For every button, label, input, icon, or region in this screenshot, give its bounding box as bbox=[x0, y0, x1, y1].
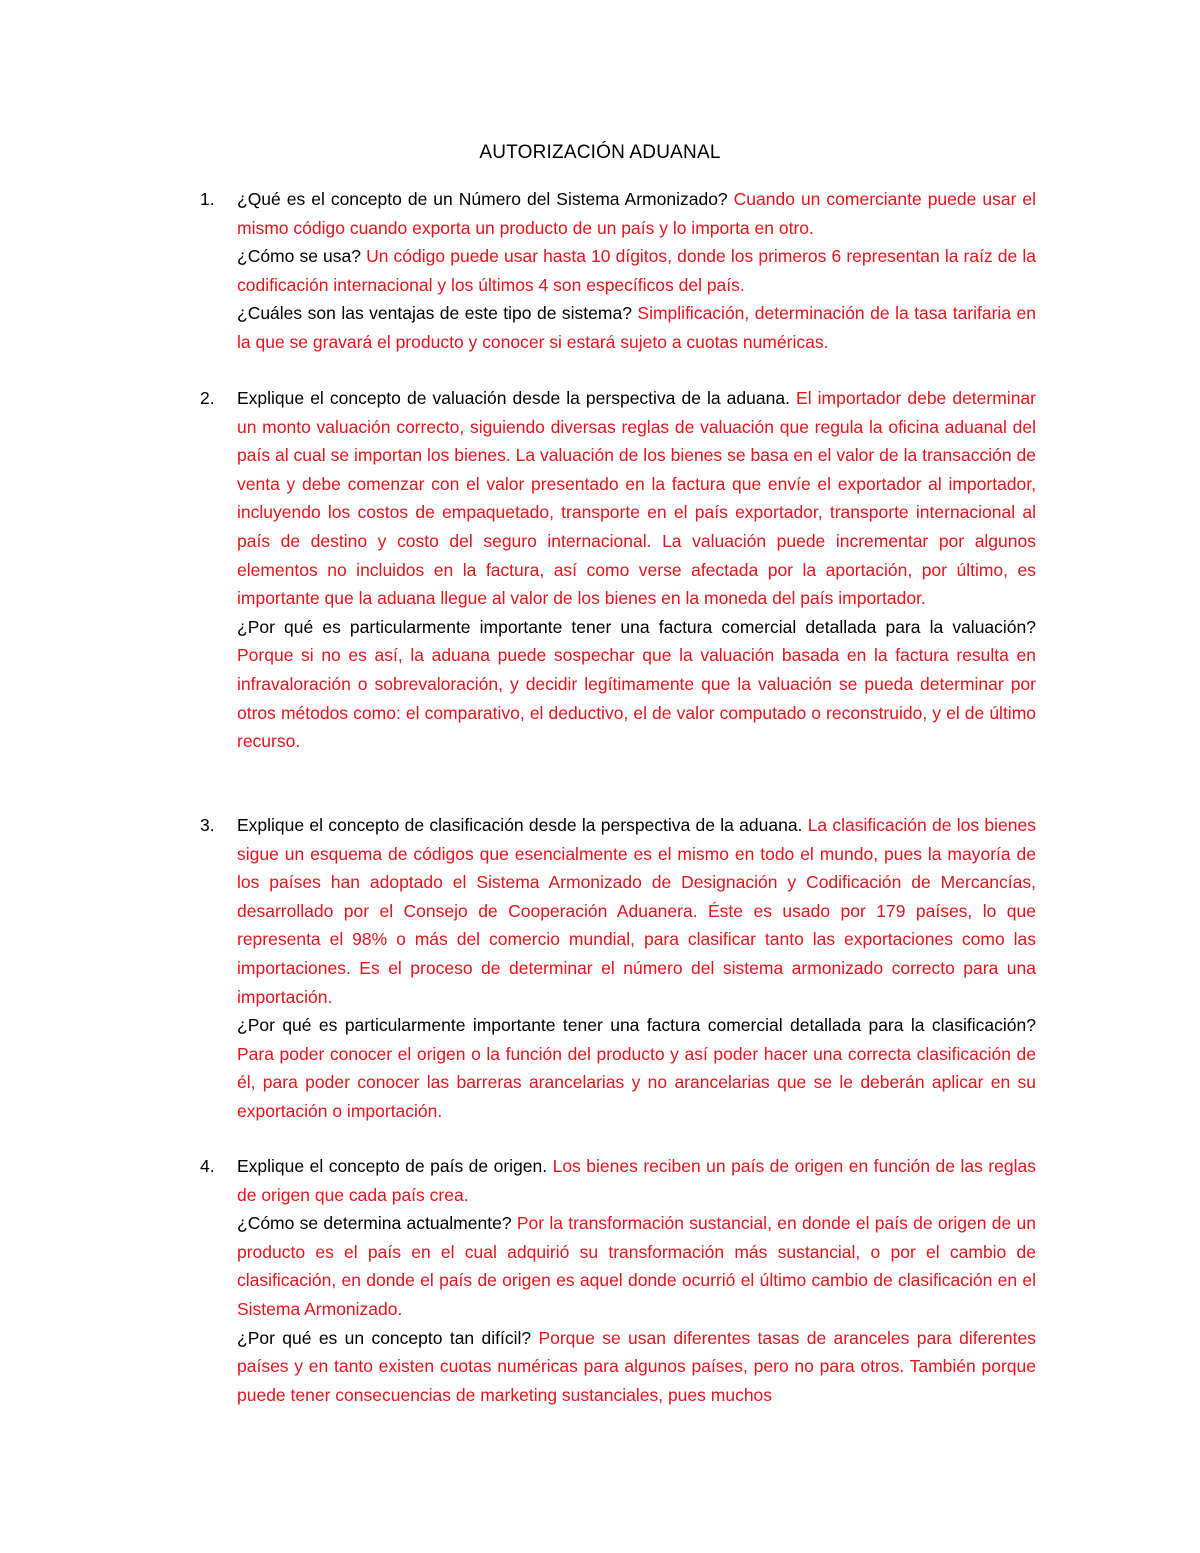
item-body bbox=[237, 384, 1036, 756]
list-item bbox=[200, 1152, 1036, 1409]
question-text: Explique el concepto de país de origen. bbox=[237, 1156, 553, 1176]
question-text: ¿Por qué es un concepto tan difícil? bbox=[237, 1327, 539, 1348]
question-answer bbox=[237, 242, 1036, 299]
answer-text: Un código puede usar hasta 10 dígitos, donde los primeros 6 representan la raíz de la codificación internacional y los últimos 4 son específicos del país. bbox=[237, 246, 1036, 295]
answer-text: La clasificación de los bienes sigue un esquema de códigos que esencialmente es el mismo en todo el mundo, pues la mayoría de los países han adoptado el Sistema Armonizado de Designación y Codificación de Mercancías, desarrollado por el Consejo de Cooperación Aduanera. Éste es usado por 179 países, lo que representa el 98% o más del comercio mundial, para clasificar tanto las exportaciones como las importaciones. Es el proceso de determinar el número del sistema armonizado correcto para una importación. bbox=[237, 815, 1036, 1007]
answer-text: Simplificación, determinación de la tasa tarifaria en la que se gravará el producto y conocer si estará sujeto a cuotas numéricas. bbox=[237, 303, 1036, 352]
question-text: ¿Por qué es particularmente importante tener una factura comercial detallada para la clasificación? bbox=[237, 1015, 1036, 1036]
question-answer bbox=[237, 1152, 1036, 1209]
item-number: 1. bbox=[200, 189, 215, 209]
question-text: ¿Cuáles son las ventajas de este tipo de sistema? bbox=[237, 303, 638, 324]
question-text: ¿Qué es el concepto de un Número del Sistema Armonizado? bbox=[237, 189, 734, 209]
question-answer bbox=[237, 1209, 1036, 1323]
question-answer bbox=[237, 299, 1036, 356]
document-title: AUTORIZACIÓN ADUANAL bbox=[479, 142, 721, 163]
answer-text: El importador debe determinar un monto valuación correcto, siguiendo diversas reglas de valuación que regula la oficina aduanal del país al cual se importan los bienes. La valuación de los bienes se basa en el valor de la transacción de venta y debe comenzar con el valor presentado en la factura que envíe el exportador al importador, incluyendo los costos de empaquetado, transporte en el país exportador, transporte internacional al país de destino y costo del seguro internacional. La valuación puede incrementar por algunos elementos no incluidos en la factura, así como verse afectada por la aportación, por último, es importante que la aduana llegue al valor de los bienes en la moneda del país importador. bbox=[237, 388, 1036, 609]
question-answer bbox=[237, 1011, 1036, 1125]
list-item bbox=[200, 185, 1036, 357]
item-body bbox=[237, 1152, 1036, 1409]
item-body bbox=[237, 811, 1036, 1126]
item-body bbox=[237, 185, 1036, 357]
question-text: ¿Por qué es particularmente importante tener una factura comercial detallada para la valuación? bbox=[237, 616, 1036, 637]
answer-text: Porque si no es así, la aduana puede sospechar que la valuación basada en la factura resulta en infravaloración o sobrevaloración, y decidir legítimamente que la valuación se pueda determinar por otros métodos como: el comparativo, el deductivo, el de valor computado o reconstruido, y el de último recurso. bbox=[237, 645, 1036, 752]
list-item bbox=[200, 384, 1036, 756]
answer-text: Cuando un comerciante puede usar el mismo código cuando exporta un producto de un país y lo importa en otro. bbox=[237, 189, 1036, 238]
question-answer bbox=[237, 613, 1036, 756]
question-text: ¿Cómo se determina actualmente? bbox=[237, 1213, 517, 1234]
question-answer bbox=[237, 811, 1036, 1011]
item-number: 3. bbox=[200, 815, 215, 835]
question-text: Explique el concepto de clasificación desde la perspectiva de la aduana. bbox=[237, 815, 808, 835]
answer-text: Para poder conocer el origen o la función del producto y así poder hacer una correcta clasificación de él, para poder conocer las barreras arancelarias y no arancelarias que se le deberán aplicar en su exportación o importación. bbox=[237, 1043, 1036, 1121]
answer-text: Los bienes reciben un país de origen en función de las reglas de origen que cada país crea. bbox=[237, 1156, 1036, 1205]
question-answer bbox=[237, 384, 1036, 613]
answer-text: Por la transformación sustancial, en donde el país de origen de un producto es el país en el cual adquirió su transformación más sustancial, o por el cambio de clasificación, en donde el país de origen es aquel donde ocurrió el último cambio de clasificación en el Sistema Armonizado. bbox=[237, 1213, 1036, 1319]
question-answer bbox=[237, 185, 1036, 242]
question-text: ¿Cómo se usa? bbox=[237, 246, 367, 267]
question-text: Explique el concepto de valuación desde la perspectiva de la aduana. bbox=[237, 388, 797, 408]
answer-text: Porque se usan diferentes tasas de aranceles para diferentes países y en tanto existen cuotas numéricas para algunos países, pero no para otros. También porque puede tener consecuencias de marketing sustanciales, pues muchos bbox=[237, 1327, 1036, 1405]
item-number: 2. bbox=[200, 388, 215, 408]
question-answer bbox=[237, 1324, 1036, 1410]
list-item bbox=[200, 811, 1036, 1126]
item-number: 4. bbox=[200, 1156, 215, 1176]
